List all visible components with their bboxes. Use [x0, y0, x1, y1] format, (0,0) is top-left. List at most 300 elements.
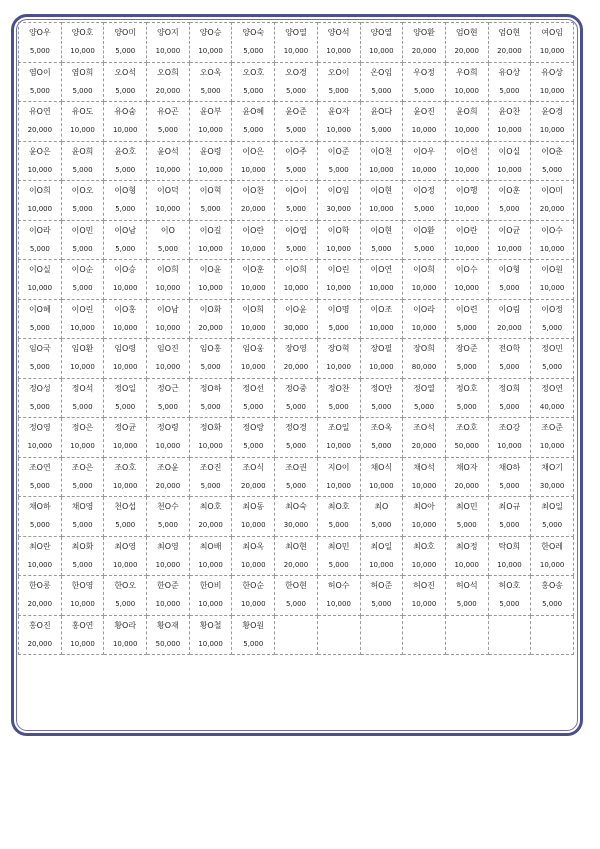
donor-cell [232, 141, 275, 181]
donor-name: 오O이 [327, 67, 350, 77]
donor-name: 양O승 [199, 28, 222, 38]
donation-amount: 5,000 [72, 205, 93, 214]
donation-amount: 10,000 [326, 363, 351, 372]
table-row [19, 181, 574, 221]
donor-name: 한O비 [199, 581, 222, 591]
donor-name: 최O일 [541, 502, 563, 512]
donor-name: 이O남 [157, 304, 179, 314]
donor-cell [445, 339, 488, 379]
donor-cell [104, 260, 147, 300]
donor-cell [275, 62, 318, 102]
donor-name: 채O하 [28, 502, 51, 512]
donor-name: 양O열 [285, 28, 307, 38]
donation-amount: 30,000 [326, 205, 351, 214]
donor-cell [360, 181, 403, 221]
donation-amount: 10,000 [539, 284, 565, 293]
donor-name: 채O자 [455, 462, 478, 472]
donation-amount: 5,000 [29, 47, 50, 56]
donor-name: 최O민 [327, 541, 350, 551]
donation-amount: 10,000 [283, 284, 309, 293]
donation-amount: 5,000 [115, 600, 136, 609]
donor-name: 조O권 [285, 462, 307, 472]
donor-name: 최O규 [498, 502, 521, 512]
donor-cell [61, 141, 104, 181]
donor-cell [189, 418, 232, 458]
donor-cell [445, 536, 488, 576]
donation-amount: 10,000 [326, 481, 351, 490]
donor-cell [61, 220, 104, 260]
donor-name: 최O영 [157, 541, 179, 551]
donor-cell [189, 497, 232, 537]
donor-name: 최O일 [370, 541, 393, 551]
donor-name: 정O열 [413, 383, 435, 393]
donation-amount: 10,000 [70, 600, 95, 609]
donation-amount: 10,000 [155, 560, 181, 569]
donor-name: 양O미 [114, 28, 137, 38]
donor-name: 최O배 [199, 541, 222, 551]
donation-amount: 5,000 [157, 126, 178, 135]
donor-cell [19, 220, 62, 260]
donation-amount: 10,000 [27, 442, 53, 451]
donor-cell [488, 141, 531, 181]
donor-name: 이O정 [413, 186, 435, 196]
donation-amount: 5,000 [542, 165, 563, 174]
donor-cell [445, 299, 488, 339]
donor-name: 이O임 [327, 186, 350, 196]
donor-name: 정O화 [199, 423, 222, 433]
donor-name: 이O덕 [157, 186, 179, 196]
donor-name: 채O기 [541, 462, 563, 472]
donor-cell [189, 457, 232, 497]
donor-cell [189, 102, 232, 142]
donor-cell [317, 615, 360, 655]
donor-cell [360, 378, 403, 418]
donation-amount: 5,000 [285, 481, 306, 490]
donation-amount: 20,000 [198, 521, 223, 530]
donation-amount: 10,000 [70, 126, 95, 135]
donation-amount: 10,000 [497, 165, 522, 174]
donor-cell [445, 141, 488, 181]
donation-amount: 5,000 [243, 402, 264, 411]
donor-name: 양O환 [413, 28, 435, 38]
donor-cell [232, 62, 275, 102]
donation-amount: 20,000 [411, 442, 437, 451]
donation-amount: 10,000 [369, 47, 394, 56]
donor-name: 최O란 [28, 541, 51, 551]
donor-name: 정O만 [370, 383, 393, 393]
donation-amount: 5,000 [243, 86, 264, 95]
donation-amount: 5,000 [456, 521, 477, 530]
donor-name: 장O준 [455, 344, 478, 354]
donation-amount: 10,000 [411, 481, 437, 490]
donor-name: 이O남 [114, 225, 137, 235]
donor-name: 이O균 [498, 225, 521, 235]
donation-amount: 10,000 [112, 126, 138, 135]
donor-cell [531, 615, 574, 655]
donor-name: 양O우 [28, 28, 51, 38]
donor-cell [360, 102, 403, 142]
donor-cell [531, 339, 574, 379]
donor-cell [147, 23, 190, 63]
donor-name: 염O희 [71, 67, 94, 77]
donation-amount: 20,000 [27, 639, 53, 648]
donor-cell [403, 299, 446, 339]
donor-cell [317, 23, 360, 63]
donor-name: 정O일 [114, 383, 137, 393]
donation-amount: 5,000 [285, 86, 306, 95]
donor-cell [531, 102, 574, 142]
donation-amount: 20,000 [155, 86, 181, 95]
donor-name: 이O행 [455, 186, 478, 196]
donor-name: 한O순 [242, 581, 265, 591]
donor-cell [232, 260, 275, 300]
donor-name: 이O희 [157, 265, 179, 275]
donor-cell [232, 299, 275, 339]
donor-cell [360, 339, 403, 379]
donor-name: 한O롱 [28, 581, 51, 591]
donation-amount: 10,000 [326, 126, 351, 135]
donor-cell [488, 418, 531, 458]
donor-name: 최O호 [199, 502, 222, 512]
donor-name: 한O오 [114, 581, 137, 591]
donor-cell [317, 339, 360, 379]
donor-cell [317, 62, 360, 102]
donor-cell [189, 220, 232, 260]
donor-cell [403, 23, 446, 63]
donor-cell [19, 102, 62, 142]
donor-cell [104, 220, 147, 260]
donor-name: 채O식 [370, 462, 393, 472]
donor-cell [317, 299, 360, 339]
donor-cell [488, 220, 531, 260]
donor-cell [232, 220, 275, 260]
donation-amount: 10,000 [411, 284, 437, 293]
donor-name: 윤O희 [455, 107, 478, 117]
donor-cell [403, 378, 446, 418]
donor-cell [104, 615, 147, 655]
donation-amount: 5,000 [115, 47, 136, 56]
donation-amount: 5,000 [499, 284, 520, 293]
donation-amount: 5,000 [285, 244, 306, 253]
donor-cell [488, 497, 531, 537]
donor-name: 지O이 [327, 462, 350, 472]
donation-amount: 10,000 [112, 560, 138, 569]
donation-amount: 5,000 [542, 323, 563, 332]
donation-amount: 5,000 [328, 521, 349, 530]
donor-name: 조O윤 [157, 462, 179, 472]
donation-amount: 10,000 [27, 165, 53, 174]
donor-name: 황O원 [242, 620, 265, 630]
donor-name: 윤O다 [370, 107, 393, 117]
donation-amount: 10,000 [27, 560, 53, 569]
donor-name: 최O숙 [285, 502, 307, 512]
donation-amount: 10,000 [369, 284, 394, 293]
donor-cell [147, 497, 190, 537]
donor-cell [531, 497, 574, 537]
donor-cell [232, 181, 275, 221]
donor-name: 양O숙 [242, 28, 265, 38]
donor-name: 이O라 [28, 225, 51, 235]
donation-amount: 20,000 [27, 126, 53, 135]
donation-amount: 5,000 [157, 521, 178, 530]
donor-cell [445, 181, 488, 221]
donation-amount: 10,000 [539, 47, 565, 56]
donor-cell [360, 220, 403, 260]
donation-amount: 10,000 [155, 323, 181, 332]
donor-name: 이O훈 [498, 186, 521, 196]
donor-name: 조O호 [455, 423, 478, 433]
donor-cell [488, 102, 531, 142]
donor-name: 한O준 [157, 581, 179, 591]
donor-cell [403, 141, 446, 181]
donation-amount: 10,000 [454, 126, 479, 135]
donor-name: 조O식 [242, 462, 265, 472]
donation-amount: 10,000 [155, 363, 181, 372]
donor-name: 윤O찬 [498, 107, 521, 117]
donor-cell [104, 536, 147, 576]
donor-name: 이O길 [199, 225, 222, 235]
donor-name: 이O희 [285, 265, 307, 275]
donor-cell [360, 141, 403, 181]
donor-name: 이O희 [413, 265, 435, 275]
donor-name: 윤O경 [541, 107, 563, 117]
donor-cell [61, 181, 104, 221]
donation-amount: 5,000 [115, 402, 136, 411]
donor-name: 최O현 [285, 541, 307, 551]
table-row [19, 497, 574, 537]
donor-name: 정O중 [285, 383, 307, 393]
donor-name: 이O형 [498, 265, 521, 275]
donor-name: 양O지 [157, 28, 179, 38]
donor-cell [19, 339, 62, 379]
donation-amount: 10,000 [411, 323, 437, 332]
donor-cell [147, 299, 190, 339]
donor-name: 조O일 [327, 423, 350, 433]
donation-amount: 10,000 [411, 560, 437, 569]
donation-amount: 5,000 [499, 402, 520, 411]
donation-amount: 10,000 [497, 442, 522, 451]
table-row [19, 536, 574, 576]
donor-name: 윤O령 [199, 146, 222, 156]
donation-amount: 10,000 [70, 442, 95, 451]
donor-cell [403, 497, 446, 537]
donor-name: 최O호 [413, 541, 435, 551]
donor-name: 이O현 [370, 186, 393, 196]
donation-amount: 5,000 [414, 244, 435, 253]
donor-name: 장O필 [370, 344, 393, 354]
donor-cell [189, 299, 232, 339]
donation-amount: 20,000 [241, 481, 266, 490]
donation-amount: 40,000 [539, 402, 565, 411]
donation-amount: 5,000 [542, 600, 563, 609]
donation-amount: 5,000 [72, 521, 93, 530]
donation-amount: 30,000 [283, 521, 309, 530]
donation-amount: 5,000 [414, 205, 435, 214]
donor-cell [232, 497, 275, 537]
donor-name: 이O실 [498, 146, 521, 156]
donor-name: 이O련 [455, 304, 478, 314]
donor-name: 여O임 [541, 28, 563, 38]
donation-amount: 5,000 [285, 600, 306, 609]
donation-amount: 5,000 [328, 323, 349, 332]
donor-name: 정O하 [199, 383, 222, 393]
donor-name: 황O재 [157, 620, 179, 630]
donor-name: 최O민 [455, 502, 478, 512]
donation-amount: 10,000 [198, 284, 223, 293]
donor-name: 양O석 [327, 28, 350, 38]
donor-cell [403, 576, 446, 616]
donor-name: 임O홍 [199, 344, 222, 354]
donor-name: 이O천 [370, 146, 393, 156]
donor-name: 윤O자 [327, 107, 350, 117]
donor-name: 최O호 [327, 502, 350, 512]
donor-cell [19, 62, 62, 102]
donor-cell [317, 220, 360, 260]
donation-amount: 5,000 [29, 86, 50, 95]
donor-cell [189, 62, 232, 102]
donor-name: 유O곤 [157, 107, 179, 117]
donor-cell [19, 378, 62, 418]
donor-name: 유O숨 [114, 107, 137, 117]
donor-cell [488, 457, 531, 497]
donation-amount: 10,000 [369, 363, 394, 372]
donor-name: 황O라 [114, 620, 137, 630]
donation-amount: 50,000 [454, 442, 479, 451]
donation-amount: 10,000 [155, 442, 181, 451]
donation-amount: 10,000 [369, 323, 394, 332]
donor-cell [360, 62, 403, 102]
donor-name: 유O도 [71, 107, 94, 117]
donor-name: 최O화 [71, 541, 94, 551]
donor-name: 이O라 [413, 304, 435, 314]
donor-cell [531, 457, 574, 497]
donor-name: 한O레 [541, 541, 563, 551]
donor-cell [189, 339, 232, 379]
donation-amount: 20,000 [454, 47, 479, 56]
donor-cell [104, 102, 147, 142]
donor-cell [317, 536, 360, 576]
donor-name: 이O수 [455, 265, 478, 275]
donor-name: 정O영 [28, 423, 51, 433]
donor-cell [61, 339, 104, 379]
donor-cell [445, 378, 488, 418]
donation-amount: 5,000 [200, 86, 221, 95]
donor-cell [104, 378, 147, 418]
donation-amount: 5,000 [328, 165, 349, 174]
donation-amount: 10,000 [155, 205, 181, 214]
donor-cell [61, 378, 104, 418]
donation-amount: 5,000 [243, 47, 264, 56]
donor-cell [104, 576, 147, 616]
donation-amount: 10,000 [198, 47, 223, 56]
donor-cell [147, 418, 190, 458]
table-row [19, 23, 574, 63]
donor-cell [317, 141, 360, 181]
donor-cell [403, 62, 446, 102]
donation-amount: 5,000 [371, 86, 392, 95]
donor-name: 우O희 [455, 67, 478, 77]
donor-name: 윤O은 [28, 146, 51, 156]
donor-cell [232, 615, 275, 655]
donor-cell [403, 418, 446, 458]
donation-amount: 10,000 [369, 165, 394, 174]
donor-cell [61, 62, 104, 102]
donation-amount: 10,000 [283, 47, 309, 56]
donor-cell [275, 23, 318, 63]
donation-amount: 5,000 [115, 205, 136, 214]
donation-amount: 10,000 [539, 86, 565, 95]
donor-name: 오O경 [285, 67, 307, 77]
donor-name: 이O미 [541, 186, 563, 196]
donation-amount: 10,000 [112, 284, 138, 293]
donation-amount: 10,000 [497, 560, 522, 569]
donor-cell [275, 615, 318, 655]
donor-name: 이O주 [285, 146, 307, 156]
donor-cell [531, 220, 574, 260]
donor-cell [232, 339, 275, 379]
donation-amount: 30,000 [283, 323, 309, 332]
donor-name: 최O영 [114, 541, 137, 551]
donor-cell [19, 260, 62, 300]
donation-amount: 5,000 [414, 402, 435, 411]
donor-name: 엄O현 [455, 28, 478, 38]
donor-cell [19, 576, 62, 616]
donor-cell [104, 299, 147, 339]
donor-name: 윤O혜 [242, 107, 265, 117]
donor-cell [61, 260, 104, 300]
donor-cell [61, 457, 104, 497]
donor-name: 홍O송 [541, 581, 563, 591]
donation-amount: 5,000 [29, 402, 50, 411]
donor-cell [445, 497, 488, 537]
donation-amount: 20,000 [241, 205, 266, 214]
donor-cell [360, 457, 403, 497]
donation-amount: 10,000 [497, 126, 522, 135]
donor-cell [275, 220, 318, 260]
donation-amount: 20,000 [497, 47, 522, 56]
donation-amount: 5,000 [115, 244, 136, 253]
donor-cell [61, 23, 104, 63]
donation-amount: 5,000 [157, 244, 178, 253]
donation-amount: 5,000 [29, 323, 50, 332]
donation-amount: 5,000 [115, 165, 136, 174]
donor-cell [147, 339, 190, 379]
donation-amount: 20,000 [283, 363, 309, 372]
donor-cell [317, 497, 360, 537]
donor-cell [19, 299, 62, 339]
donor-cell [104, 497, 147, 537]
donor-cell [445, 220, 488, 260]
donor-cell [61, 615, 104, 655]
donor-name: 이O엽 [285, 225, 307, 235]
donor-cell [19, 497, 62, 537]
donor-name: 이O희 [28, 186, 51, 196]
donor-cell [19, 536, 62, 576]
donation-amount: 10,000 [241, 244, 266, 253]
donor-name: 이O은 [242, 146, 265, 156]
donor-name: 양O열 [370, 28, 393, 38]
donor-cell [147, 536, 190, 576]
donor-cell [147, 181, 190, 221]
table-row [19, 339, 574, 379]
donor-cell [275, 299, 318, 339]
donor-cell [275, 260, 318, 300]
donation-amount: 10,000 [411, 600, 437, 609]
donor-name: 이O화 [199, 304, 222, 314]
donation-amount: 5,000 [456, 323, 477, 332]
donor-name: 최O동 [242, 502, 265, 512]
donor-name: 이O조 [370, 304, 393, 314]
